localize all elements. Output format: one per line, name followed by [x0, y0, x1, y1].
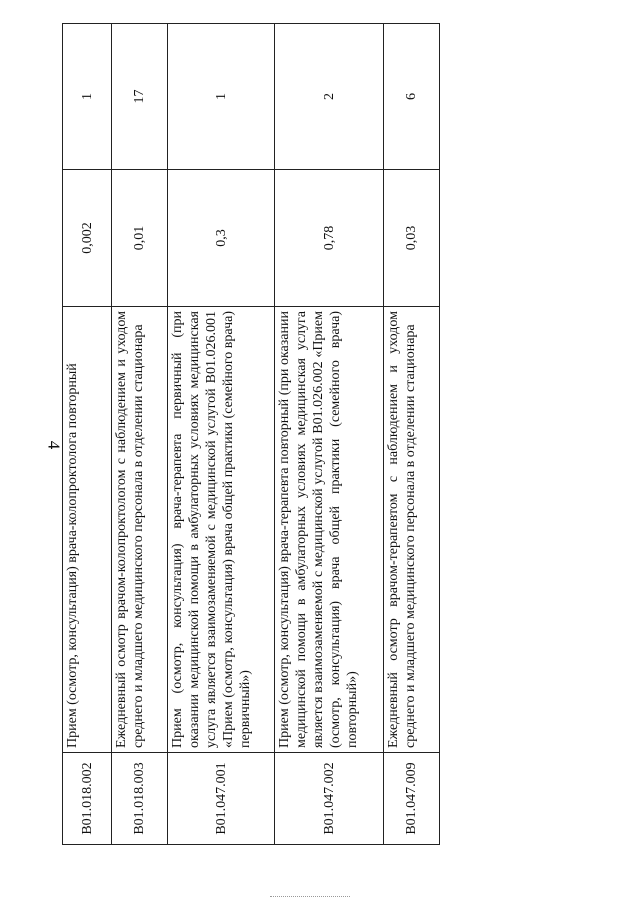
service-name-cell: Прием (осмотр, консультация) врача-терапевта первичный (при оказании медицинской помощи в амбулаторных условиях медицинская услуга является взаимозаменяемой с медицинской услугой B01.026.001 «Прием (осмотр, консультация) врача общей практики (семейного врача) первичный») [168, 307, 275, 753]
frequency-cell: 0,01 [112, 170, 168, 307]
services-table [62, 23, 440, 845]
multiplicity-cell: 17 [112, 24, 168, 170]
scan-mark [270, 896, 350, 898]
table-row [168, 24, 275, 845]
multiplicity-cell: 1 [63, 24, 112, 170]
table-row [384, 24, 440, 845]
service-code-cell: B01.018.003 [112, 753, 168, 845]
service-name-cell: Ежедневный осмотр врачом-колопроктологом с наблюдением и уходом среднего и младшего медицинского персонала в отделении стационара [112, 307, 168, 753]
frequency-cell: 0,03 [384, 170, 440, 307]
service-code-cell: B01.047.009 [384, 753, 440, 845]
table-row [63, 24, 112, 845]
service-name-cell: Прием (осмотр, консультация) врача-колопроктолога повторный [63, 307, 112, 753]
frequency-cell: 0,78 [275, 170, 384, 307]
service-name-cell: Прием (осмотр, консультация) врача-терапевта повторный (при оказании медицинской помощи в амбулаторных условиях медицинская услуга является взаимозаменяемой с медицинской услугой B01.026.002 «Прием (осмотр, консультация) врача общей практики (семейного врача) повторный») [275, 307, 384, 753]
table-row [112, 24, 168, 845]
service-code-cell: B01.047.001 [168, 753, 275, 845]
multiplicity-cell: 2 [275, 24, 384, 170]
page-number: 4 [44, 440, 64, 450]
frequency-cell: 0,3 [168, 170, 275, 307]
frequency-cell: 0,002 [63, 170, 112, 307]
table-row [275, 24, 384, 845]
multiplicity-cell: 6 [384, 24, 440, 170]
multiplicity-cell: 1 [168, 24, 275, 170]
service-code-cell: B01.047.002 [275, 753, 384, 845]
service-code-cell: B01.018.002 [63, 753, 112, 845]
service-name-cell: Ежедневный осмотр врачом-терапевтом с наблюдением и уходом среднего и младшего медицинского персонала в отделении стационара [384, 307, 440, 753]
